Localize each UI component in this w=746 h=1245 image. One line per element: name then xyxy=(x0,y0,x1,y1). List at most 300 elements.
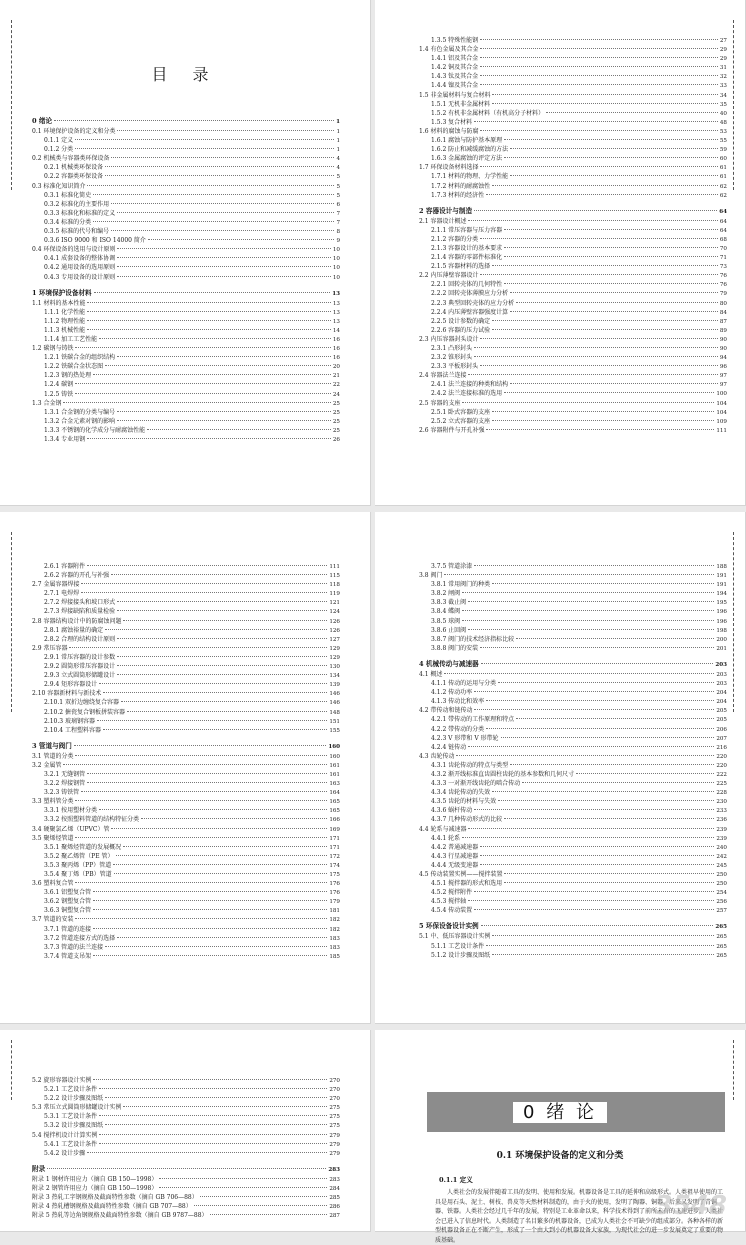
toc-entry-title: 4.2.2 带传动的分类 xyxy=(431,725,485,733)
toc-entry xyxy=(32,116,340,127)
toc-entry xyxy=(32,127,340,136)
toc-entry xyxy=(419,81,727,90)
leader-dots xyxy=(210,1214,328,1215)
subsection-title: 0.1.1 定义 xyxy=(439,1176,473,1184)
toc-entry-title: 3.5.3 聚丙烯（PP）管道 xyxy=(44,861,112,869)
toc-entry-title: 3.5.2 聚乙烯管（PE 管） xyxy=(44,852,114,860)
leader-dots xyxy=(123,1106,327,1107)
toc-page-number: 16 xyxy=(332,355,340,362)
toc-page-number: 257 xyxy=(716,908,727,915)
toc-entry xyxy=(419,235,727,244)
leader-dots xyxy=(75,148,334,149)
toc-entry-title: 4.3.7 几种传动形式的比较 xyxy=(431,816,503,824)
leader-dots xyxy=(492,954,714,955)
leader-dots xyxy=(141,818,327,819)
toc-entry-title: 5.1 中、低压容器设计实例 xyxy=(419,933,491,941)
leader-dots xyxy=(480,166,717,167)
toc-entry xyxy=(419,299,727,308)
leader-dots xyxy=(462,837,714,838)
toc-entry-title: 2.2.3 典型回转壳体的应力分析 xyxy=(431,299,515,307)
toc-page-number: 32 xyxy=(719,74,727,81)
toc-entry xyxy=(32,843,340,852)
toc-entry xyxy=(419,879,727,888)
toc-page-3 xyxy=(0,512,371,1024)
toc-entry-title: 附录 5 热轧等边角钢规格及截面特性参数（摘自 GB 9787—88） xyxy=(32,1212,208,1220)
toc-entry xyxy=(32,952,340,961)
toc-entry xyxy=(32,698,340,707)
toc-entry xyxy=(419,136,727,145)
toc-page-number: 26 xyxy=(332,437,340,443)
toc-page-number: 5 xyxy=(336,174,340,181)
toc-entry xyxy=(32,308,340,317)
toc-page-number: 265 xyxy=(716,952,727,959)
leader-dots xyxy=(480,75,718,76)
toc-entry xyxy=(419,761,727,770)
toc-page-number: 160 xyxy=(329,753,340,760)
toc-page-number: 163 xyxy=(329,781,340,788)
toc-entry xyxy=(419,852,727,861)
toc-page-number: 34 xyxy=(719,92,727,99)
toc-page-number: 121 xyxy=(329,600,340,607)
leader-dots xyxy=(510,383,718,384)
toc-entry-title: 3.3 塑料管分类 xyxy=(32,798,74,806)
leader-dots xyxy=(546,112,718,113)
leader-dots xyxy=(75,800,327,801)
toc-entry xyxy=(419,617,727,626)
toc-entry-title: 4.1 概述 xyxy=(419,670,443,678)
toc-page-number: 222 xyxy=(716,771,727,778)
toc-page-number: 104 xyxy=(716,400,727,407)
toc-page-number: 27 xyxy=(719,38,727,44)
toc-entry xyxy=(419,154,727,163)
toc-entry-title: 2.1.2 容器的分类 xyxy=(431,235,479,243)
leader-dots xyxy=(576,773,714,774)
toc-entry xyxy=(419,770,727,779)
toc-page-number: 16 xyxy=(332,346,340,353)
toc-entry xyxy=(419,697,727,706)
toc-page-number: 265 xyxy=(715,924,727,931)
toc-page-number: 236 xyxy=(716,817,727,824)
toc-entry xyxy=(419,417,727,426)
toc-page-number: 126 xyxy=(329,627,340,634)
toc-page-number: 129 xyxy=(329,654,340,661)
leader-dots xyxy=(117,248,330,249)
toc-title: 目 录 xyxy=(151,65,219,84)
toc-entry-title: 0.3.1 标准化简史 xyxy=(44,191,92,199)
toc-page-number: 194 xyxy=(716,591,727,598)
toc-page-number: 73 xyxy=(719,264,727,271)
leader-dots xyxy=(516,638,714,639)
leader-dots xyxy=(87,1152,327,1153)
toc-entry xyxy=(32,417,340,426)
toc-page-number: 240 xyxy=(716,844,727,851)
leader-dots xyxy=(480,130,717,131)
toc-entry-title: 2.4 容器法兰连接 xyxy=(419,372,467,380)
leader-dots xyxy=(99,1088,327,1089)
leader-dots xyxy=(501,737,715,738)
toc-entry-title: 0 绪论 xyxy=(32,117,53,125)
toc-entry-title: 2.6.2 容器的开孔与补强 xyxy=(44,572,110,580)
toc-entry-title: 2.1 容器设计概述 xyxy=(419,217,467,225)
toc-entry xyxy=(32,571,340,580)
toc-entry xyxy=(32,209,340,218)
toc-entry xyxy=(32,245,340,254)
toc-page-number: 279 xyxy=(329,1150,340,1157)
toc-entry xyxy=(419,182,727,191)
toc-entry xyxy=(419,626,727,635)
leader-dots xyxy=(81,592,327,593)
toc-entry-title: 2.1.4 容器的零部件标准化 xyxy=(431,254,503,262)
toc-entry xyxy=(419,897,727,906)
toc-entry-title: 2.4.1 法兰连接的种类和结构 xyxy=(431,381,509,389)
toc-page-number: 203 xyxy=(716,671,727,678)
leader-dots xyxy=(492,583,714,584)
leader-dots xyxy=(117,356,331,357)
leader-dots xyxy=(498,682,714,683)
toc-entry-title: 1.1.4 加工工艺性能 xyxy=(44,335,98,343)
toc-page-number: 250 xyxy=(716,881,727,888)
toc-entry xyxy=(419,109,727,118)
toc-entry xyxy=(32,925,340,934)
toc-list xyxy=(32,562,340,961)
leader-dots xyxy=(117,411,331,412)
toc-entry-title: 4.5.2 搅拌附件 xyxy=(431,889,473,897)
toc-entry xyxy=(419,635,727,644)
leader-dots xyxy=(159,1178,327,1179)
toc-entry-title: 5.3.1 工艺设计条件 xyxy=(44,1113,98,1121)
toc-entry-title: 3.8.7 阀门的技术经济指标比较 xyxy=(431,635,515,643)
toc-entry-title: 3.8.3 截止阀 xyxy=(431,599,467,607)
toc-entry xyxy=(419,362,727,371)
toc-page-number: 146 xyxy=(329,700,340,707)
toc-page-number: 279 xyxy=(329,1141,340,1148)
toc-entry xyxy=(32,626,340,635)
leader-dots xyxy=(99,809,327,810)
leader-dots xyxy=(87,438,331,439)
toc-entry xyxy=(419,426,727,435)
toc-page-number: 254 xyxy=(716,890,727,897)
toc-entry xyxy=(419,752,727,761)
toc-entry-title: 4.1.3 传动比和效率 xyxy=(431,698,485,706)
leader-dots xyxy=(492,411,714,412)
toc-page-number: 100 xyxy=(716,391,727,398)
leader-dots xyxy=(159,1187,327,1188)
toc-page-number: 161 xyxy=(329,771,340,778)
toc-entry-title: 3.8.5 球阀 xyxy=(431,617,461,625)
toc-entry xyxy=(32,1202,340,1211)
leader-dots xyxy=(116,855,328,856)
toc-entry xyxy=(32,717,340,726)
leader-dots xyxy=(75,383,331,384)
toc-entry xyxy=(32,182,340,191)
leader-dots xyxy=(504,882,714,883)
leader-dots xyxy=(121,701,327,702)
leader-dots xyxy=(504,247,718,248)
toc-entry xyxy=(419,308,727,317)
leader-dots xyxy=(492,791,714,792)
toc-entry xyxy=(32,708,340,717)
toc-entry xyxy=(419,244,727,253)
toc-page-number: 71 xyxy=(719,255,727,262)
toc-entry xyxy=(32,825,340,834)
toc-page-number: 198 xyxy=(716,627,727,634)
toc-entry xyxy=(419,191,727,200)
toc-entry xyxy=(32,1085,340,1094)
toc-entry xyxy=(32,236,340,245)
toc-entry-title: 3.7.2 管道连接方式的选择 xyxy=(44,934,116,942)
leader-dots xyxy=(113,864,327,865)
binding-line xyxy=(733,1040,734,1100)
toc-page-number: 175 xyxy=(329,872,340,878)
toc-page-number: 5 xyxy=(336,192,340,199)
toc-entry-title: 1.4.4 镍及其合金 xyxy=(431,82,479,90)
leader-dots xyxy=(444,673,714,674)
toc-entry xyxy=(32,680,340,689)
toc-entry-title: 0.3.2 标准化的主要作用 xyxy=(44,200,110,208)
leader-dots xyxy=(93,221,334,222)
leader-dots xyxy=(468,601,714,602)
toc-page-number: 6 xyxy=(336,201,340,208)
toc-entry-title: 2 容器设计与制造 xyxy=(419,206,473,215)
leader-dots xyxy=(93,928,327,929)
toc-entry xyxy=(419,226,727,235)
toc-page-number: 279 xyxy=(329,1132,340,1139)
toc-page-number: 160 xyxy=(328,743,340,750)
toc-entry xyxy=(32,326,340,335)
body-paragraph: 人类社会的发展伴随着工具的发明、使用和发展。机器设备是工具的延伸和高级形式。人类祖早使用的工具是用石头、泥土、树枝、兽皮等天然材料制造的，由于火的使用，发明了陶器、铜器、后来又发明了青铜器、铁器。人类社会经过几千年的发展，特别是工业革命以来，科学技术得到了前所未有的飞速进步，人类社会已进入了信息时代。人类制造了名目繁多的机器设备，已成为人类社会不可缺少的组成部分。各种各样的新型机器设备正在不断产生，形成了一个由大到小的机器设备大家族，为现代社会的进一步发展奠定了重要的物质基础。 xyxy=(435,1189,724,1244)
toc-page-number: 166 xyxy=(329,817,340,824)
toc-list xyxy=(419,36,727,435)
toc-entry xyxy=(419,725,727,734)
toc-entry-title: 4.1.1 传动的运用与分类 xyxy=(431,680,497,688)
toc-entry xyxy=(32,797,340,806)
toc-entry xyxy=(419,715,727,724)
toc-entry xyxy=(419,861,727,870)
toc-entry-title: 3.3.1 按用塑材分类 xyxy=(44,807,98,815)
toc-page-number: 270 xyxy=(329,1096,340,1103)
toc-entry-title: 1.4 有色金属及其合金 xyxy=(419,46,479,54)
toc-entry xyxy=(419,688,727,697)
toc-entry-title: 3.8 阀门 xyxy=(419,572,443,580)
toc-page-number: 64 xyxy=(719,218,727,225)
toc-page-number: 203 xyxy=(715,661,727,668)
leader-dots xyxy=(474,356,718,357)
toc-entry xyxy=(419,163,727,172)
leader-dots xyxy=(480,84,718,85)
leader-dots xyxy=(93,909,327,910)
toc-page-number: 94 xyxy=(719,355,727,362)
leader-dots xyxy=(516,302,718,303)
toc-entry xyxy=(419,843,727,852)
toc-entry xyxy=(419,253,727,262)
toc-page-number: 35 xyxy=(719,101,727,108)
toc-page-number: 76 xyxy=(719,273,727,280)
toc-entry-title: 0.2.2 容器类环保设备 xyxy=(44,173,104,181)
leader-dots xyxy=(87,320,331,321)
toc-page-number: 90 xyxy=(719,346,727,352)
leader-dots xyxy=(111,230,334,231)
leader-dots xyxy=(99,1143,327,1144)
toc-entry xyxy=(32,145,340,154)
leader-dots xyxy=(69,647,327,648)
toc-entry xyxy=(32,562,340,571)
toc-entry xyxy=(419,344,727,353)
toc-entry-title: 1.3.3 不锈钢的化学成分与耐腐蚀性能 xyxy=(44,426,146,434)
toc-entry xyxy=(32,653,340,662)
toc-page-5 xyxy=(0,1030,371,1232)
toc-list xyxy=(32,1076,340,1220)
leader-dots xyxy=(504,392,714,393)
toc-entry-title: 1.4.2 铜及其合金 xyxy=(431,64,479,72)
toc-page-2 xyxy=(375,0,746,506)
toc-page-number: 275 xyxy=(329,1105,340,1112)
leader-dots xyxy=(474,347,718,348)
toc-entry xyxy=(32,299,340,308)
toc-entry-title: 1.7.3 材料的经济性 xyxy=(431,191,485,199)
toc-page-number: 25 xyxy=(332,418,340,425)
toc-entry-title: 3.2.3 铸铁管 xyxy=(44,789,80,797)
toc-entry xyxy=(32,689,340,698)
toc-entry xyxy=(419,100,727,109)
leader-dots xyxy=(516,718,714,719)
toc-page-number: 29 xyxy=(719,47,727,54)
toc-entry-title: 附录 3 热轧工字钢规格及截面特性参数（摘自 GB 706—88） xyxy=(32,1194,198,1202)
toc-entry xyxy=(32,897,340,906)
toc-entry xyxy=(32,191,340,200)
leader-dots xyxy=(75,393,331,394)
toc-page-number: 245 xyxy=(716,862,727,869)
toc-entry-title: 附录 1 钢材许用应力（摘自 GB 150—1998） xyxy=(32,1175,158,1183)
leader-dots xyxy=(480,238,718,239)
leader-dots xyxy=(63,764,327,765)
leader-dots xyxy=(468,746,714,747)
leader-dots xyxy=(105,166,334,167)
toc-page-number: 283 xyxy=(328,1166,340,1173)
toc-page-number: 48 xyxy=(719,119,727,126)
toc-page-number: 31 xyxy=(719,65,727,72)
toc-entry xyxy=(419,921,727,932)
watermark: 3548 xyxy=(654,1191,727,1221)
toc-entry xyxy=(32,906,340,915)
toc-entry xyxy=(419,172,727,181)
toc-entry xyxy=(32,136,340,145)
leader-dots xyxy=(103,729,327,730)
section-title: 0.1 环境保护设备的定义和分类 xyxy=(496,1151,624,1161)
toc-entry xyxy=(32,770,340,779)
toc-page-number: 97 xyxy=(719,373,727,380)
leader-dots xyxy=(480,855,714,856)
toc-page-number: 13 xyxy=(332,309,340,316)
leader-dots xyxy=(504,256,718,257)
toc-page-number: 185 xyxy=(329,953,340,960)
toc-page-number: 179 xyxy=(329,899,340,906)
toc-entry-title: 3.7.1 管道的连接 xyxy=(44,925,92,933)
leader-dots xyxy=(462,620,714,621)
toc-page-number: 62 xyxy=(719,183,727,190)
leader-dots xyxy=(480,48,717,49)
toc-page-number: 126 xyxy=(329,618,340,625)
toc-entry xyxy=(32,726,340,735)
toc-entry xyxy=(419,271,727,280)
toc-entry-title: 1.3.2 合金元素对钢的影响 xyxy=(44,417,116,425)
leader-dots xyxy=(474,565,714,566)
toc-page-number: 220 xyxy=(716,762,727,769)
toc-entry-title: 2.7.2 焊接接头和坡口形式 xyxy=(44,599,116,607)
leader-dots xyxy=(498,800,714,801)
leader-dots xyxy=(54,120,334,121)
leader-dots xyxy=(486,728,714,729)
toc-entry xyxy=(32,1193,340,1202)
toc-entry-title: 4.2 带传动和链传动 xyxy=(419,707,473,715)
toc-entry-title: 2.2.2 回转壳体薄膜应力分析 xyxy=(431,290,509,298)
toc-entry xyxy=(419,118,727,127)
leader-dots xyxy=(481,925,714,926)
toc-entry xyxy=(32,888,340,897)
toc-entry xyxy=(419,734,727,743)
toc-entry xyxy=(419,706,727,715)
toc-entry-title: 0.3.4 标准的分类 xyxy=(44,218,92,226)
leader-dots xyxy=(81,583,327,584)
leader-dots xyxy=(504,157,718,158)
leader-dots xyxy=(111,203,334,204)
toc-page-number: 134 xyxy=(329,673,340,680)
toc-page-number: 25 xyxy=(332,400,340,407)
toc-entry-title: 附录 xyxy=(32,1164,46,1173)
leader-dots xyxy=(117,212,334,213)
toc-page-number: 1 xyxy=(336,129,340,135)
toc-entry xyxy=(32,335,340,344)
leader-dots xyxy=(97,720,327,721)
toc-entry xyxy=(32,1121,340,1130)
toc-page-number: 130 xyxy=(329,664,340,671)
toc-entry-title: 1.7 环保设备材料选择 xyxy=(419,164,479,172)
leader-dots xyxy=(117,257,331,258)
toc-page-number: 216 xyxy=(716,744,727,751)
toc-page-number: 13 xyxy=(332,290,340,297)
toc-entry xyxy=(419,834,727,843)
toc-entry-title: 2.9.3 立式圆筒形储罐设计 xyxy=(44,672,116,680)
leader-dots xyxy=(105,175,334,176)
toc-entry xyxy=(32,635,340,644)
toc-page-number: 275 xyxy=(329,1123,340,1130)
toc-entry xyxy=(419,72,727,81)
toc-entry-title: 2.2.5 设计参数的确定 xyxy=(431,317,491,325)
leader-dots xyxy=(114,873,328,874)
toc-entry xyxy=(419,571,727,580)
toc-entry-title: 1.2.3 钢的热处理 xyxy=(44,372,92,380)
toc-entry-title: 0.2 机械类与容器类环保设备 xyxy=(32,155,110,163)
toc-entry-title: 1.1.1 化学性能 xyxy=(44,308,86,316)
leader-dots xyxy=(480,365,718,366)
toc-page-number: 220 xyxy=(716,753,727,760)
toc-entry-title: 2.7.3 焊接缺陷和质量检验 xyxy=(44,608,116,616)
toc-entry xyxy=(419,45,727,54)
leader-dots xyxy=(492,320,718,321)
toc-entry xyxy=(419,788,727,797)
toc-entry-title: 0.4 环保设备的选用与设计原则 xyxy=(32,246,116,254)
toc-page-number: 155 xyxy=(329,727,340,734)
toc-page-number: 53 xyxy=(719,128,727,135)
toc-page-number: 230 xyxy=(716,799,727,806)
toc-entry-title: 5.2 旋形容器设计实例 xyxy=(32,1077,92,1084)
toc-entry xyxy=(419,659,727,670)
leader-dots xyxy=(93,1079,327,1080)
leader-dots xyxy=(87,329,331,330)
leader-dots xyxy=(481,663,714,664)
toc-page-number: 129 xyxy=(329,645,340,652)
toc-entry xyxy=(419,399,727,408)
toc-entry-title: 3.7 管道的安装 xyxy=(32,916,74,924)
